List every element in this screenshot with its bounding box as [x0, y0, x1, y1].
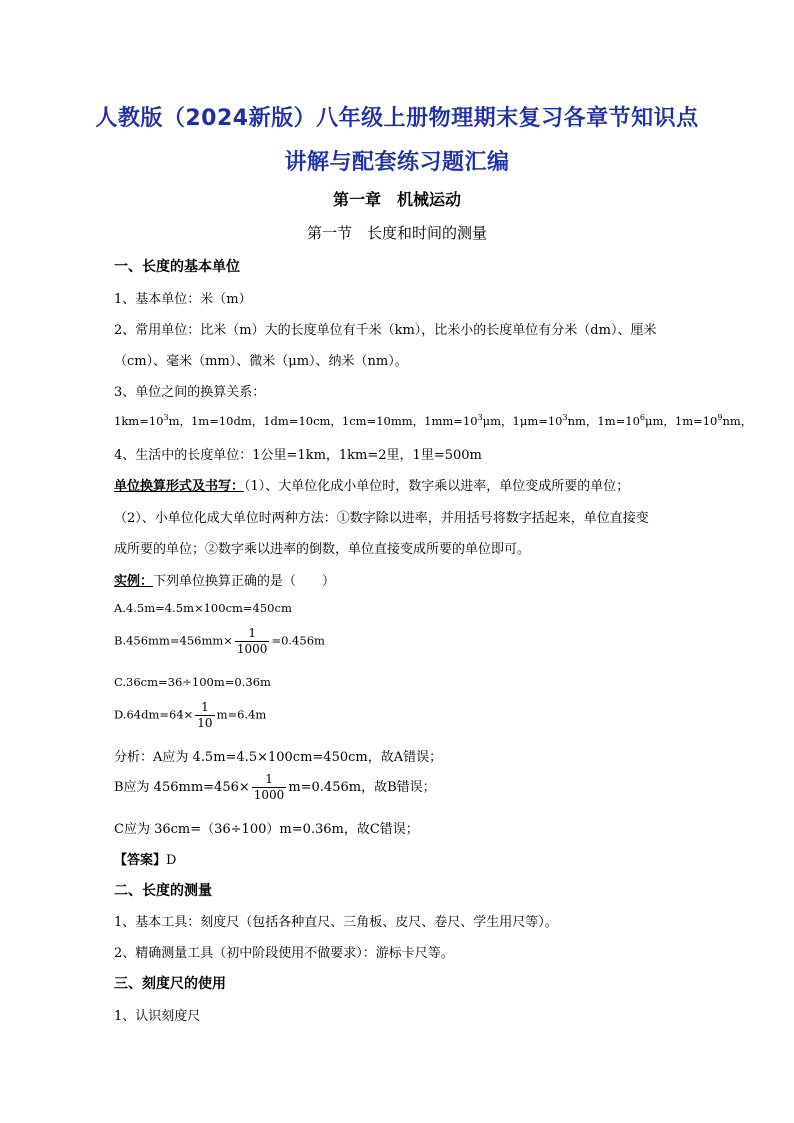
fraction-numerator: 1: [265, 772, 273, 786]
section-heading: 第一节 长度和时间的测量: [306, 224, 487, 242]
conversion-rule-text1: （1）、大单位化成小单位时，数字乘以进率，单位变成所要的单位；: [244, 479, 630, 494]
answer-line: [114, 849, 684, 868]
option-a: A.4.5m=4.5m×100cm=450cm: [114, 601, 292, 615]
analysis-b-pre: B应为 456mm=456×: [114, 780, 250, 795]
fraction-denominator: 1000: [253, 788, 285, 802]
option-d-pre: D.64dm=64×: [114, 707, 194, 722]
conv-d: nm，1m=10: [567, 414, 640, 428]
example-question: 下列单位换算正确的是（ ）: [153, 574, 336, 589]
fraction-denominator: 1000: [236, 642, 268, 656]
conversion-rule-line1: [114, 475, 684, 494]
analysis-a: 分析：A应为 4.5m=4.5×100cm=450cm，故A错误；: [114, 750, 443, 765]
part2-heading: 二、长度的测量: [114, 883, 212, 899]
part1-item1: 1、基本单位：米（m）: [114, 292, 252, 307]
part1-item2b: （cm）、毫米（mm）、微米（μm）、纳米（nm）。: [114, 354, 408, 369]
conv-a-exp: 3: [163, 413, 169, 423]
example-question-line: [114, 570, 684, 589]
fraction: [195, 700, 214, 731]
answer-value: D: [166, 853, 177, 868]
part1-item4: 4、生活中的长度单位：1公里=1km，1km=2里，1里=500m: [114, 448, 482, 463]
conversion-rule-text3: 成所要的单位；②数字乘以进率的倒数，单位直接变成所要的单位即可。: [114, 542, 531, 557]
part3-item1: 1、认识刻度尺: [114, 1009, 201, 1024]
conv-c-exp: 3: [562, 413, 568, 423]
conv-d-exp: 6: [639, 413, 645, 423]
analysis-b: [114, 772, 684, 803]
option-b-pre: B.456mm=456mm×: [114, 633, 233, 648]
answer-label: 【答案】: [114, 853, 167, 868]
fraction: [252, 772, 287, 803]
conv-c: μm，1μm=10: [482, 414, 563, 428]
fraction-numerator: 1: [201, 700, 209, 714]
option-d-post: m=6.4m: [216, 707, 267, 722]
document-title-line-2: 讲解与配套练习题汇编: [284, 150, 510, 175]
chapter-heading: 第一章 机械运动: [332, 190, 461, 209]
option-d: [114, 700, 684, 731]
part3-heading: 三、刻度尺的使用: [114, 976, 226, 992]
conv-a: 1km=10: [114, 414, 164, 428]
option-b-post: =0.456m: [271, 633, 325, 648]
part1-heading: 一、长度的基本单位: [114, 259, 240, 275]
option-b: [114, 626, 684, 657]
part2-item2: 2、精确测量工具（初中阶段使用不做要求）：游标卡尺等。: [114, 946, 454, 961]
conversion-rule-label: 单位换算形式及书写：: [114, 479, 245, 494]
option-c: C.36cm=36÷100m=0.36m: [114, 675, 271, 689]
document-title-line-1: 人教版（2024新版）八年级上册物理期末复习各章节知识点: [95, 106, 699, 131]
fraction: [235, 626, 270, 657]
unit-conversion-line: [114, 413, 753, 429]
analysis-b-post: m=0.456m，故B错误；: [288, 780, 436, 795]
fraction-denominator: 10: [197, 716, 213, 730]
conversion-rule-text2: （2）、小单位化成大单位时两种方法：①数字除以进率，并用括号将数字括起来，单位直接变: [114, 511, 649, 526]
part1-item2a: 2、常用单位：比米（m）大的长度单位有千米（km），比米小的长度单位有分米（dm）、厘米: [114, 323, 657, 338]
conv-e-exp: 9: [717, 413, 723, 423]
conv-e: μm，1m=10: [645, 414, 718, 428]
conv-b-exp: 3: [477, 413, 483, 423]
part1-item3: 3、单位之间的换算关系：: [114, 385, 266, 400]
example-label: 实例：: [114, 574, 154, 589]
fraction-numerator: 1: [248, 626, 256, 640]
conv-b: m，1m=10dm，1dm=10cm，1cm=10mm，1mm=10: [168, 414, 478, 428]
conv-f: nm，: [722, 414, 753, 428]
part2-item1: 1、基本工具：刻度尺（包括各种直尺、三角板、皮尺、卷尺、学生用尺等）。: [114, 915, 558, 930]
analysis-c: C应为 36cm=（36÷100）m=0.36m，故C错误；: [114, 822, 419, 837]
